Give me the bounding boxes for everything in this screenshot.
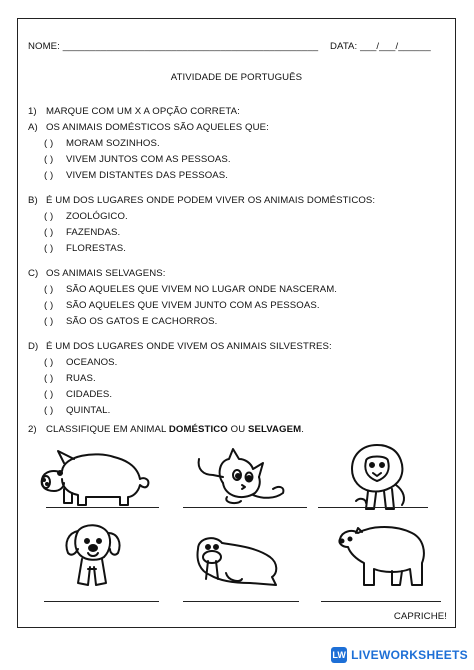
section-d-letter: D) <box>28 341 39 352</box>
lion-image <box>344 441 410 513</box>
q2-number: 2) <box>28 424 37 435</box>
worksheet <box>17 18 456 628</box>
option-d4[interactable]: ( ) QUINTAL. <box>44 405 111 416</box>
checkbox[interactable]: ( ) <box>44 227 54 238</box>
section-c-letter: C) <box>28 268 39 279</box>
page-title: ATIVIDADE DE PORTUGUÊS <box>170 72 303 83</box>
kitten-image <box>193 445 289 507</box>
checkbox[interactable]: ( ) <box>44 357 54 368</box>
answer-line-2[interactable] <box>183 507 307 508</box>
checkbox[interactable]: ( ) <box>44 154 54 165</box>
option-b3[interactable]: ( ) FLORESTAS. <box>44 243 126 254</box>
section-c-prompt: OS ANIMAIS SELVAGENS: <box>46 268 166 279</box>
checkbox[interactable]: ( ) <box>44 316 54 327</box>
date-line: DATA: ___/___/______ <box>330 41 431 52</box>
option-d2[interactable]: ( ) RUAS. <box>44 373 96 384</box>
checkbox[interactable]: ( ) <box>44 405 54 416</box>
answer-line-5[interactable] <box>183 601 299 602</box>
closing-note: CAPRICHE! <box>393 611 447 622</box>
option-b2[interactable]: ( ) FAZENDAS. <box>44 227 121 238</box>
option-c1[interactable]: ( ) SÃO AQUELES QUE VIVEM NO LUGAR ONDE NASCERAM. <box>44 284 338 295</box>
liveworksheets-logo <box>331 646 468 664</box>
option-a2[interactable]: ( ) VIVEM JUNTOS COM AS PESSOAS. <box>44 154 231 165</box>
section-b-prompt: É UM DOS LUGARES ONDE PODEM VIVER OS ANIMAIS DOMÉSTICOS: <box>46 195 376 206</box>
checkbox[interactable]: ( ) <box>44 138 54 149</box>
checkbox[interactable]: ( ) <box>44 300 54 311</box>
puppy-image <box>58 519 126 591</box>
walrus-image <box>186 529 282 587</box>
section-a-prompt: OS ANIMAIS DOMÉSTICOS SÃO AQUELES QUE: <box>46 122 269 133</box>
pig-image <box>34 443 154 509</box>
name-line: NOME: _______________________________________________ <box>28 41 319 52</box>
answer-line-1[interactable] <box>46 507 159 508</box>
answer-line-4[interactable] <box>44 601 159 602</box>
bear-image <box>334 519 430 591</box>
section-a-letter: A) <box>28 122 38 133</box>
option-c3[interactable]: ( ) SÃO OS GATOS E CACHORROS. <box>44 316 218 327</box>
checkbox[interactable]: ( ) <box>44 211 54 222</box>
checkbox[interactable]: ( ) <box>44 389 54 400</box>
checkbox[interactable]: ( ) <box>44 373 54 384</box>
answer-line-6[interactable] <box>321 601 441 602</box>
q1-number: 1) <box>28 106 37 117</box>
checkbox[interactable]: ( ) <box>44 284 54 295</box>
option-a3[interactable]: ( ) VIVEM DISTANTES DAS PESSOAS. <box>44 170 229 181</box>
option-a1[interactable]: ( ) MORAM SOZINHOS. <box>44 138 160 149</box>
option-d3[interactable]: ( ) CIDADES. <box>44 389 113 400</box>
q1-instruction: MARQUE COM UM X A OPÇÃO CORRETA: <box>46 106 240 117</box>
checkbox[interactable]: ( ) <box>44 170 54 181</box>
checkbox[interactable]: ( ) <box>44 243 54 254</box>
option-b1[interactable]: ( ) ZOOLÓGICO. <box>44 211 128 222</box>
q2-instruction: CLASSIFIQUE EM ANIMAL DOMÉSTICO OU SELVAGEM. <box>46 424 304 435</box>
option-d1[interactable]: ( ) OCEANOS. <box>44 357 118 368</box>
brand-name: LIVEWORKSHEETS <box>351 648 468 662</box>
section-b-letter: B) <box>28 195 38 206</box>
option-c2[interactable]: ( ) SÃO AQUELES QUE VIVEM JUNTO COM AS PESSOAS. <box>44 300 320 311</box>
answer-line-3[interactable] <box>318 507 428 508</box>
liveworksheets-icon: LW <box>331 647 347 663</box>
section-d-prompt: É UM DOS LUGARES ONDE VIVEM OS ANIMAIS SILVESTRES: <box>46 341 332 352</box>
